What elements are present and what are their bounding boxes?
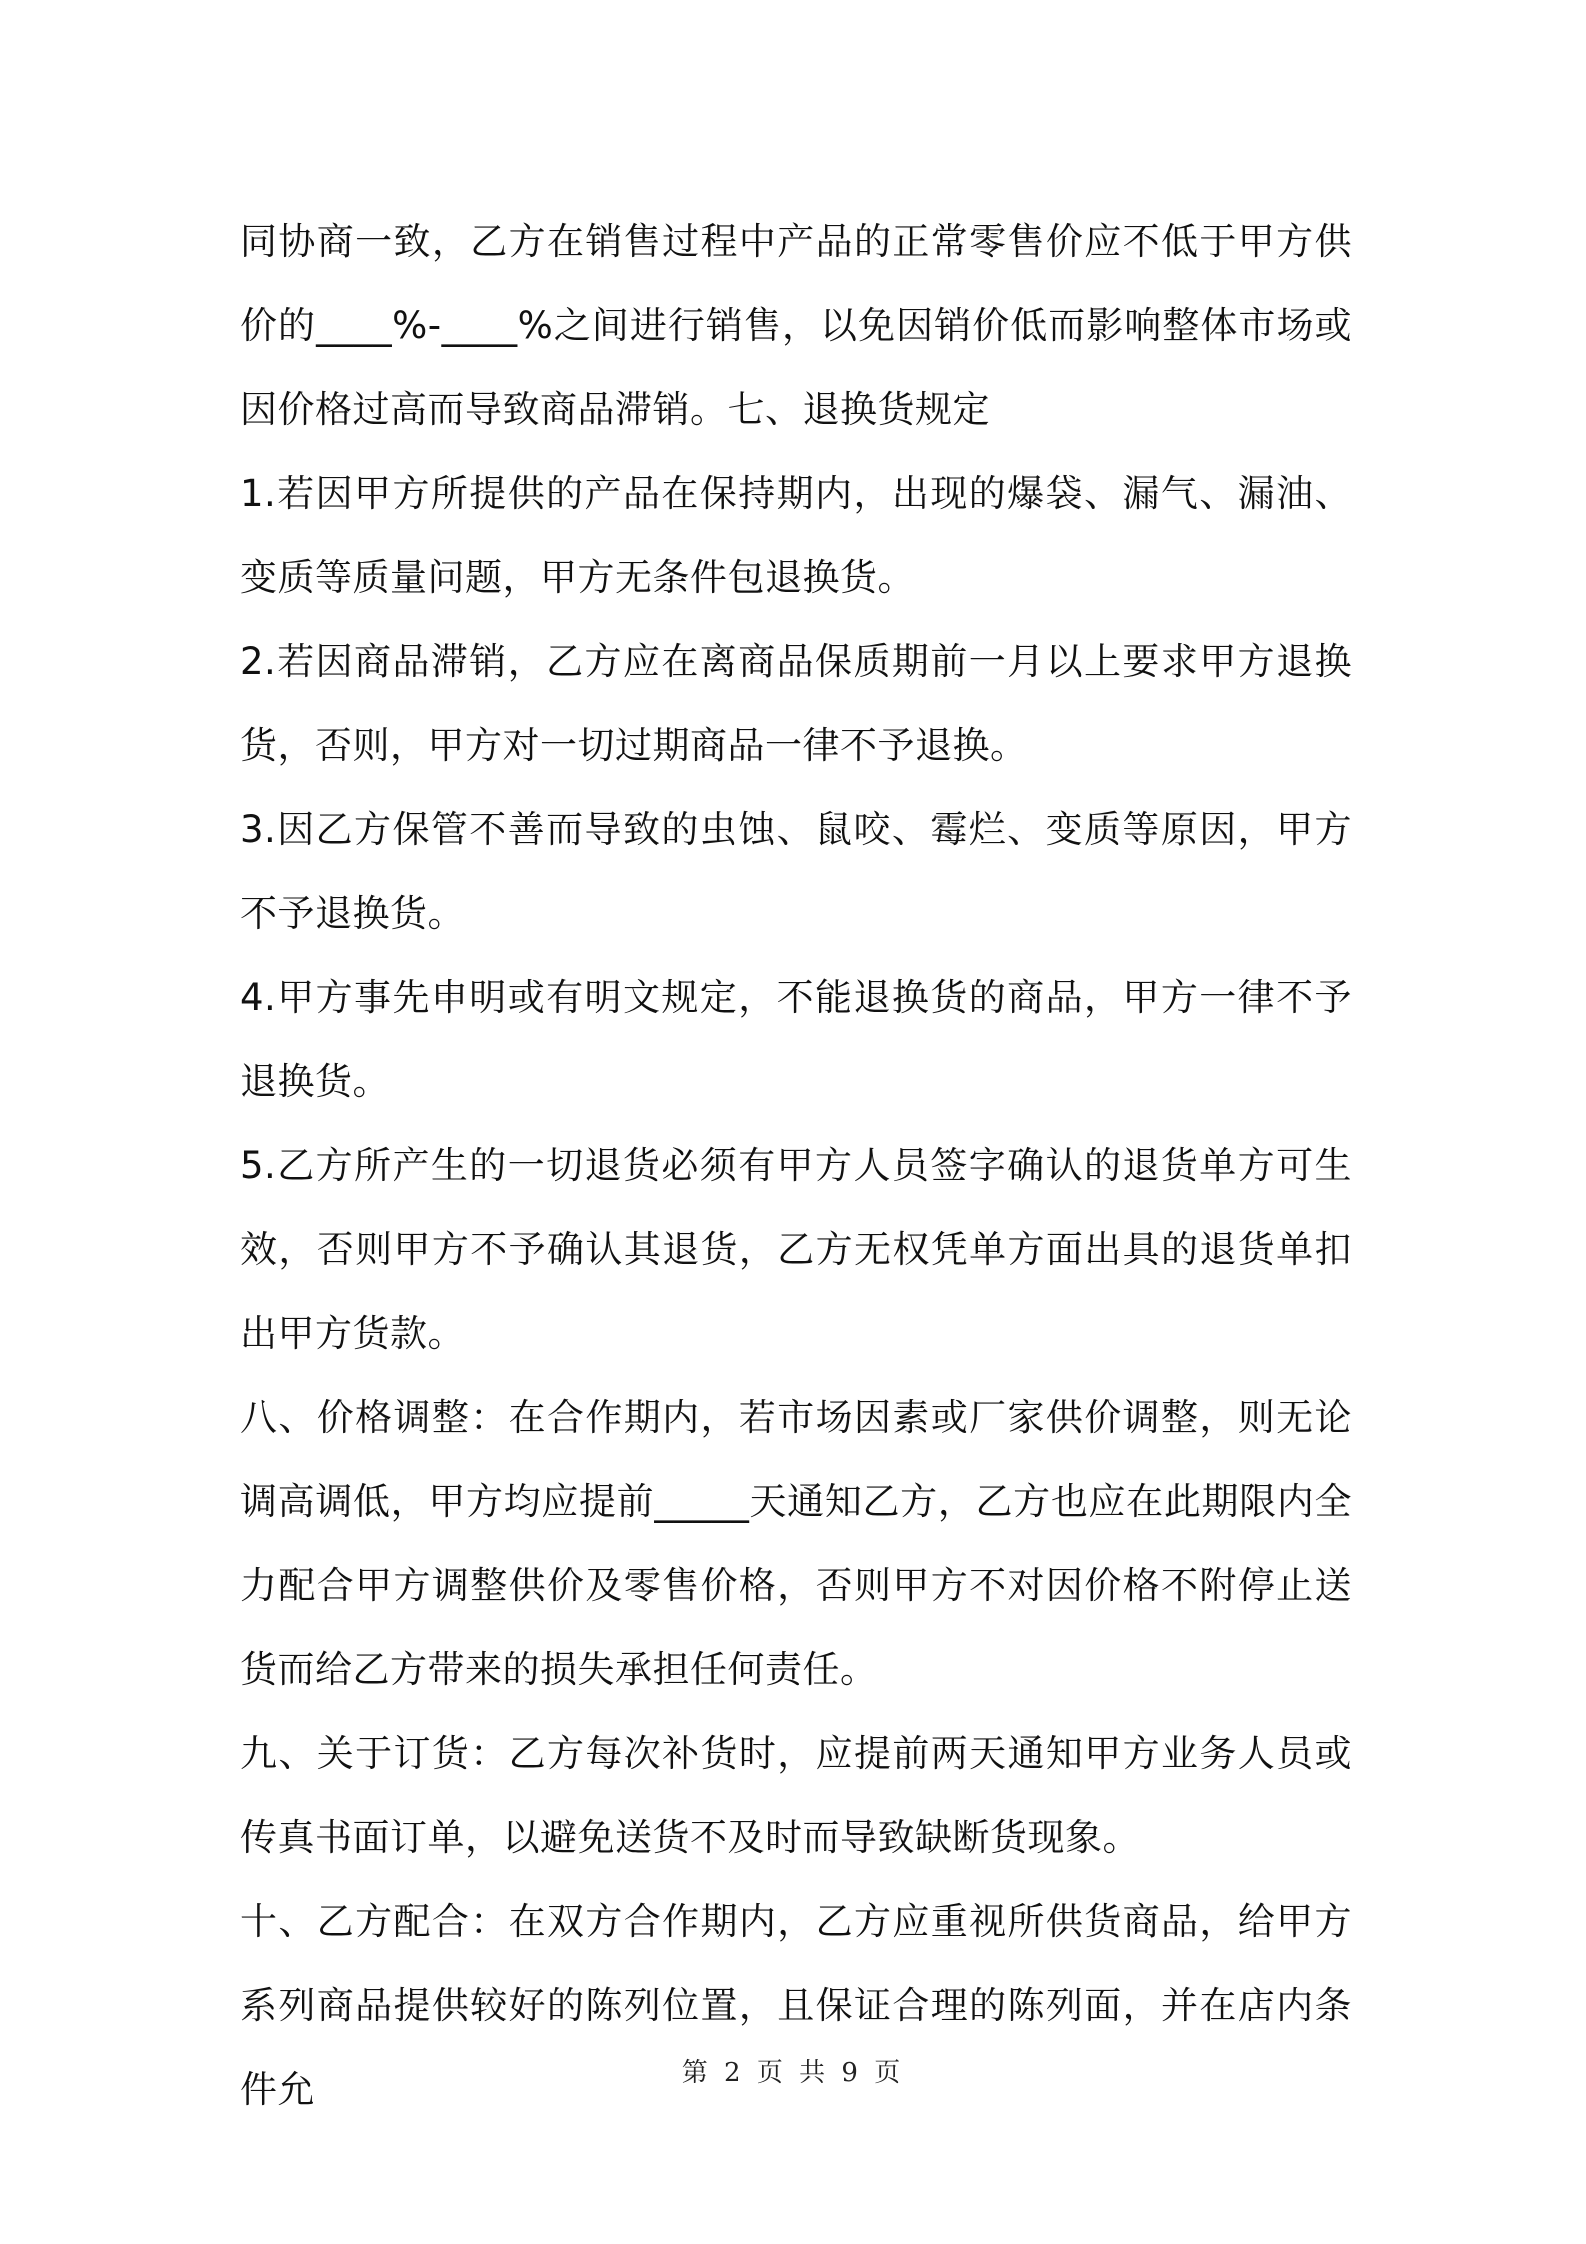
paragraph-pricing-continued: 同协商一致，乙方在销售过程中产品的正常零售价应不低于甲方供价的____%-____%之间进行销售，以免因销价低而影响整体市场或因价格过高而导致商品滞销。七、退换货规定 <box>240 220 1352 431</box>
paragraph-return-rule-2: 2.若因商品滞销，乙方应在离商品保质期前一月以上要求甲方退换货，否则，甲方对一切过期商品一律不予退换。 <box>240 640 1352 767</box>
document-body <box>240 200 1352 2132</box>
paragraph-return-rule-4: 4.甲方事先申明或有明文规定，不能退换货的商品，甲方一律不予退换货。 <box>240 976 1352 1103</box>
paragraph-return-rule-5: 5.乙方所产生的一切退货必须有甲方人员签字确认的退货单方可生效，否则甲方不予确认其退货，乙方无权凭单方面出具的退货单扣出甲方货款。 <box>240 1144 1352 1355</box>
paragraph-return-rule-1: 1.若因甲方所提供的产品在保持期内，出现的爆袋、漏气、漏油、变质等质量问题，甲方无条件包退换货。 <box>240 472 1352 599</box>
paragraph-ordering: 九、关于订货：乙方每次补货时，应提前两天通知甲方业务人员或传真书面订单，以避免送货不及时而导致缺断货现象。 <box>240 1732 1352 1859</box>
paragraph-cooperation: 十、乙方配合：在双方合作期内，乙方应重视所供货商品，给甲方系列商品提供较好的陈列位置，且保证合理的陈列面，并在店内条件允 <box>240 1900 1352 2111</box>
paragraph-price-adjustment: 八、价格调整：在合作期内，若市场因素或厂家供价调整，则无论调高调低，甲方均应提前_____天通知乙方，乙方也应在此期限内全力配合甲方调整供价及零售价格，否则甲方不对因价格不附停止送货而给乙方带来的损失承担任何责任。 <box>240 1396 1352 1691</box>
paragraph-return-rule-3: 3.因乙方保管不善而导致的虫蚀、鼠咬、霉烂、变质等原因，甲方不予退换货。 <box>240 808 1352 935</box>
page-footer: 第 2 页 共 9 页 <box>681 2058 905 2088</box>
